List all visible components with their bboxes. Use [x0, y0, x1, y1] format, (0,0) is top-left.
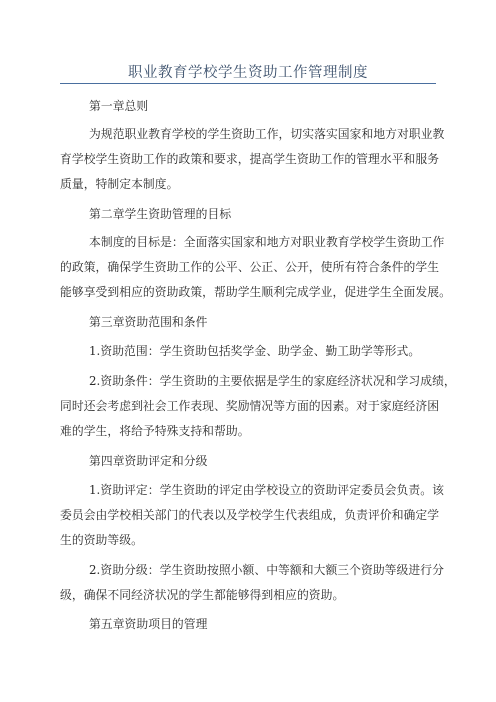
chapter-1-heading: 第一章总则: [89, 99, 149, 113]
paragraph-line: 的政策，确保学生资助工作的公平、公正、公开，使所有符合条件的学生: [60, 260, 440, 274]
paragraph-line: 难的学生，将给予特殊支持和帮助。: [60, 424, 250, 438]
paragraph-line: 能够享受到相应的资助政策，帮助学生顺利完成学业，促进学生全面发展。: [60, 285, 451, 299]
paragraph-line: 为规范职业教育学校的学生资助工作，切实落实国家和地方对职业教: [89, 127, 445, 141]
chapter-4-heading: 第四章资助评定和分级: [89, 454, 208, 468]
chapter-5-heading: 第五章资助项目的管理: [89, 617, 208, 631]
paragraph-line: 育学校学生资助工作的政策和要求，提高学生资助工作的管理水平和服务: [60, 152, 440, 166]
paragraph-line: 2.资助条件：学生资助的主要依据是学生的家庭经济状况和学习成绩，: [89, 374, 456, 388]
paragraph-line: 质量，特制定本制度。: [60, 177, 179, 191]
paragraph-line: 委员会由学校相关部门的代表以及学校学生代表组成，负责评价和确定学: [60, 508, 440, 522]
paragraph-line: 2.资助分级：学生资助按照小额、中等额和大额三个资助等级进行分: [89, 563, 444, 577]
paragraph-line: 1.资助范围：学生资助包括奖学金、助学金、勤工助学等形式。: [89, 344, 421, 358]
title-underline: [60, 83, 436, 84]
paragraph-line: 生的资助等级。: [60, 533, 143, 547]
chapter-2-heading: 第二章学生资助管理的目标: [89, 207, 232, 221]
paragraph-line: 本制度的目标是：全面落实国家和地方对职业教育学校学生资助工作: [89, 235, 445, 249]
document-title: 职业教育学校学生资助工作管理制度: [128, 65, 368, 81]
chapter-3-heading: 第三章资助范围和条件: [89, 315, 208, 329]
paragraph-line: 1.资助评定：学生资助的评定由学校设立的资助评定委员会负责。该: [89, 483, 444, 497]
paragraph-line: 级，确保不同经济状况的学生都能够得到相应的资助。: [60, 588, 345, 602]
paragraph-line: 同时还会考虑到社会工作表现、奖励情况等方面的因素。对于家庭经济困: [60, 399, 440, 413]
